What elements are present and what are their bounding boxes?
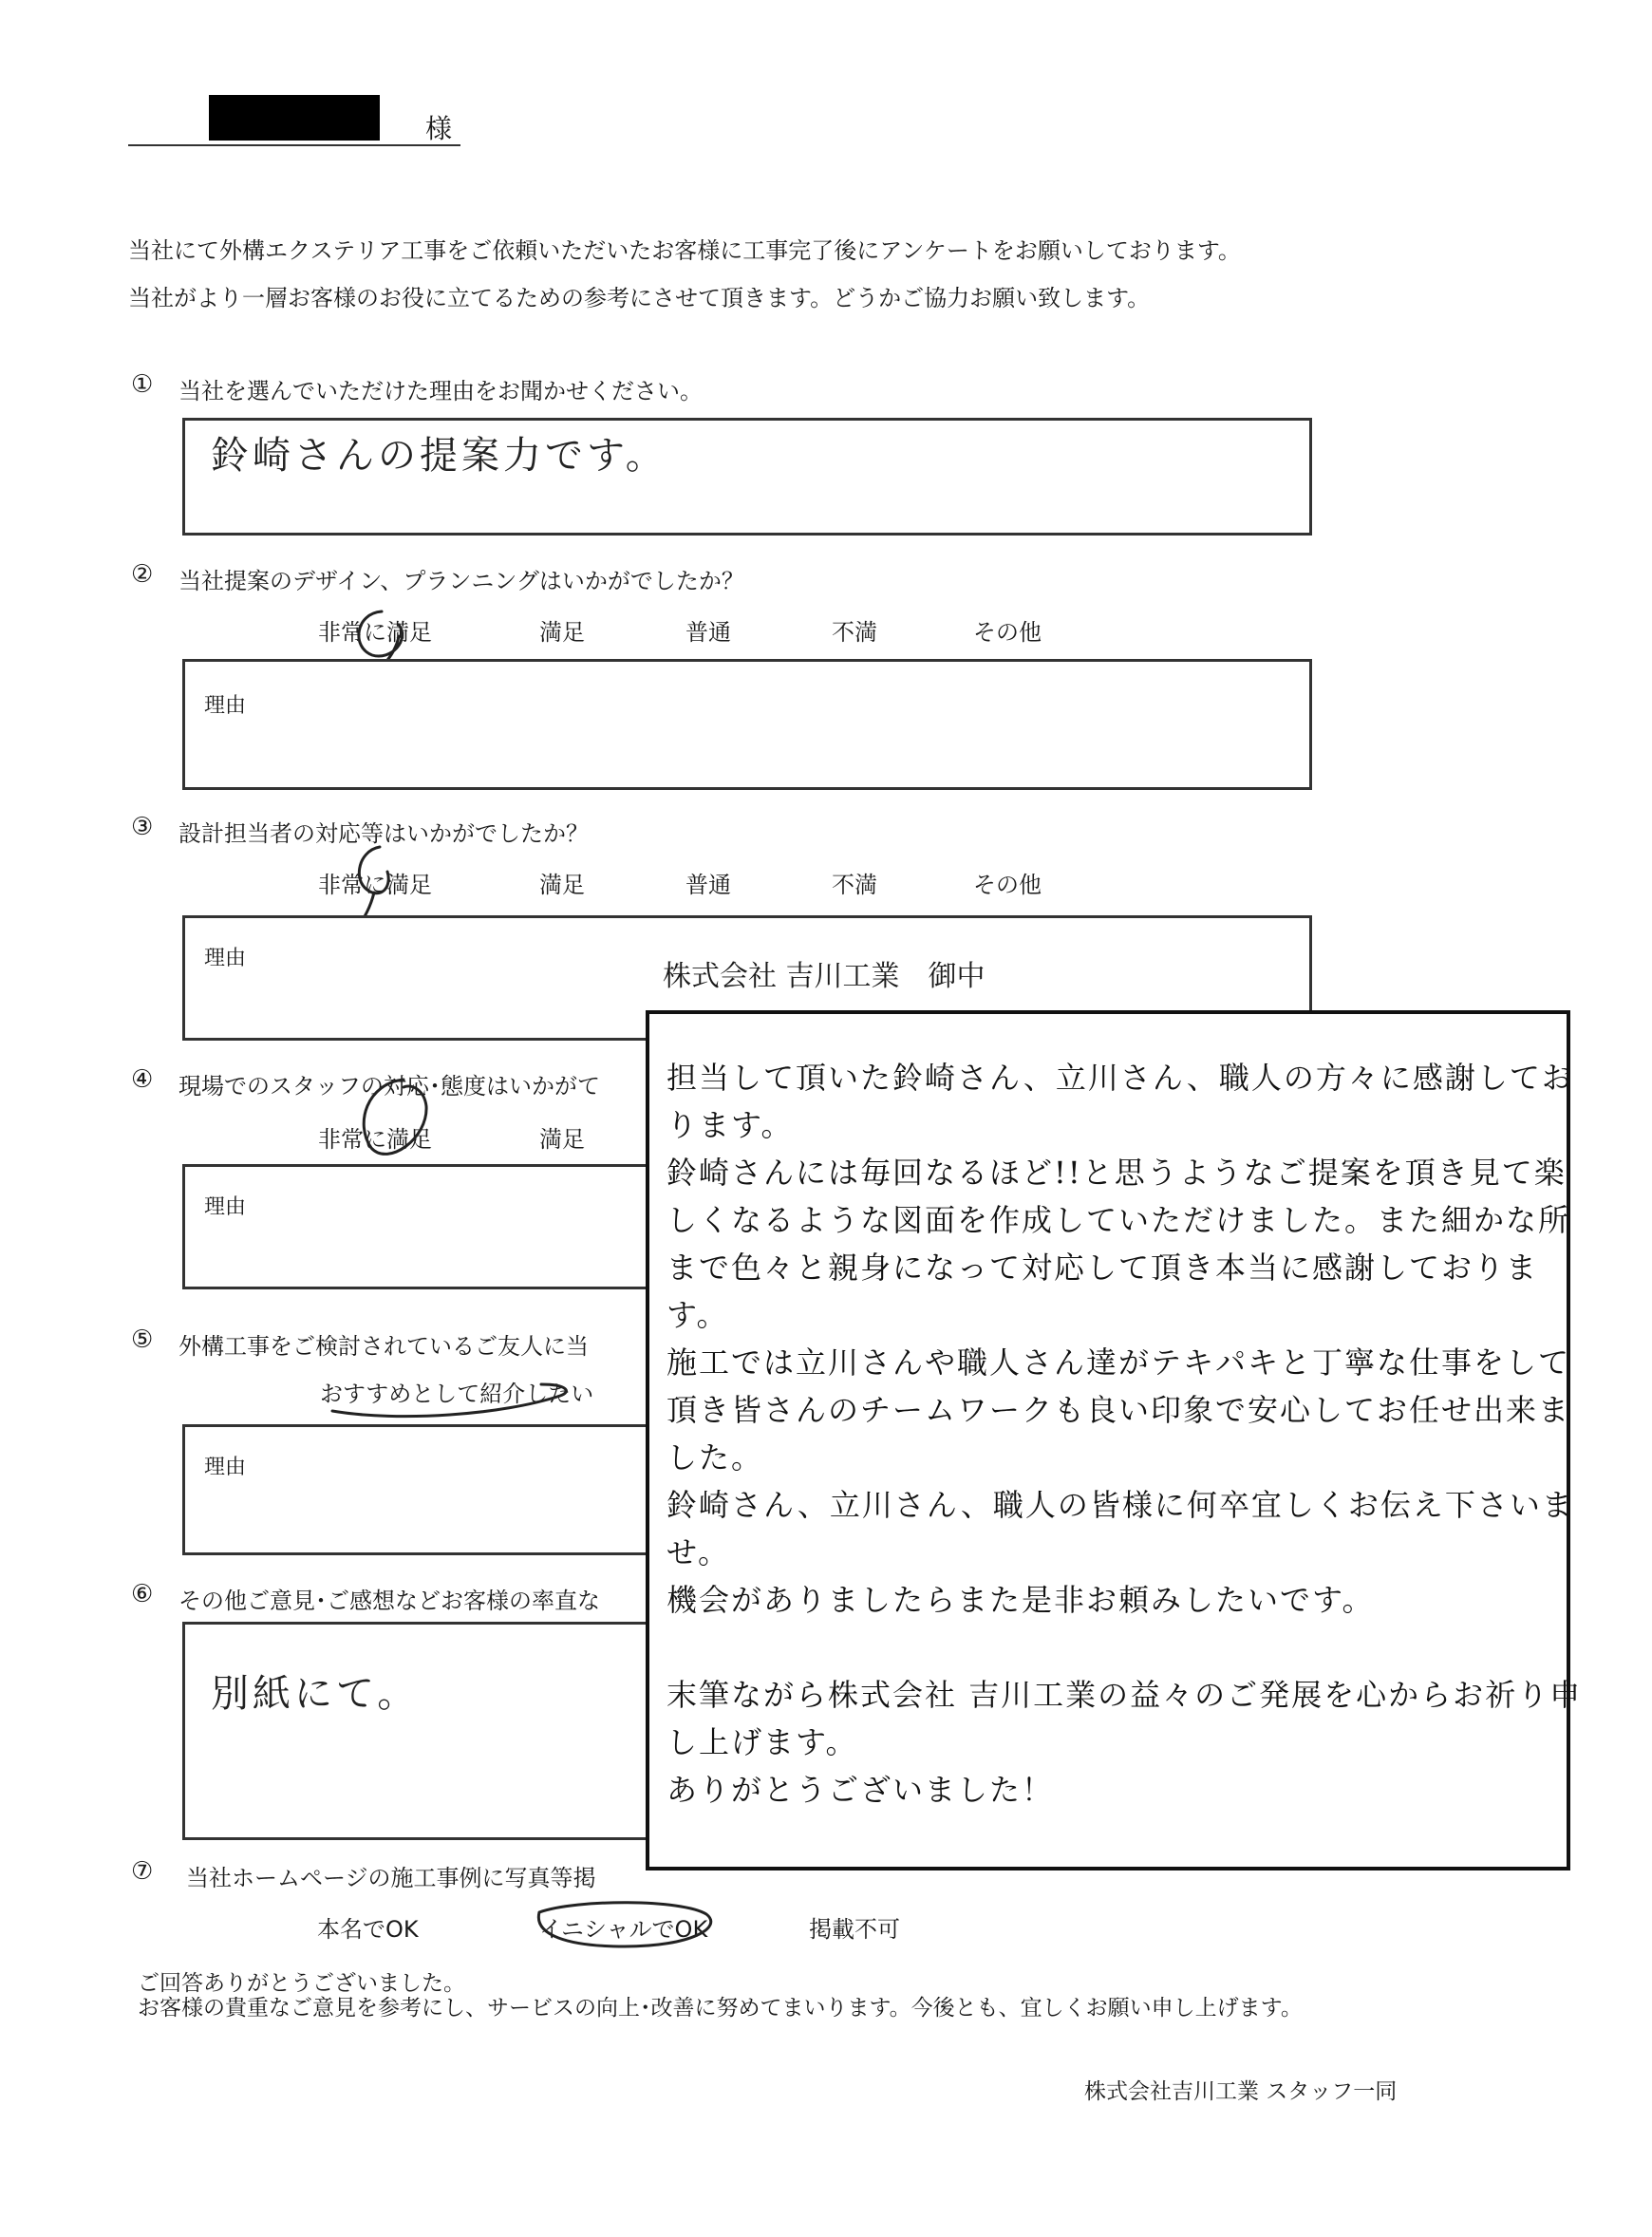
q6-question: その他ご意見･ご感想などお客様の率直な [178, 1588, 600, 1614]
letter-line-12: 機会がありましたらまた是非お頼みしたいです。 [666, 1582, 1375, 1618]
q1-number: ① [131, 370, 154, 399]
q7-selection-mark [520, 1889, 729, 1956]
letter-line-2: ります。 [666, 1107, 794, 1143]
intro-line-1: 当社にて外構エクステリア工事をご依頼いただいたお客様に工事完了後にアンケートをお願いしております。 [128, 237, 1241, 264]
q2-option-very-satisfied[interactable]: 非常に満足 [318, 619, 432, 646]
q3-option-normal[interactable]: 普通 [685, 872, 731, 898]
q3-reason-label: 理由 [204, 947, 247, 970]
name-underline [128, 144, 460, 146]
q6-handwritten-answer: 別紙にて。 [211, 1672, 420, 1716]
q2-option-satisfied[interactable]: 満足 [539, 619, 585, 646]
letter-line-3: 鈴崎さんには毎回なるほど!!と思うようなご提案を頂き見て楽 [666, 1155, 1567, 1191]
letter-line-15: し上げます。 [666, 1724, 858, 1760]
letter-line-10: 鈴崎さん、立川さん、職人の皆様に何卒宜しくお伝え下さいま [666, 1487, 1574, 1523]
q6-number: ⑥ [131, 1580, 154, 1608]
q5-number: ⑤ [131, 1325, 154, 1354]
letter-line-8: 頂き皆さんのチームワークも良い印象で安心してお任せ出来ま [666, 1392, 1571, 1428]
q7-question: 当社ホームページの施工事例に写真等掲 [186, 1865, 596, 1891]
q3-number: ③ [131, 813, 154, 841]
q2-question: 当社提案のデザイン、プランニングはいかがでしたか？ [178, 568, 744, 594]
letter-line-16: ありがとうございました！ [666, 1772, 1055, 1808]
letter-line-14: 末筆ながら株式会社 吉川工業の益々のご発展を心からお祈り申 [666, 1677, 1583, 1713]
q5-selection-mark [313, 1367, 598, 1424]
q2-option-dissatisfied[interactable]: 不満 [832, 619, 877, 646]
q4-number: ④ [131, 1065, 154, 1094]
q4-question: 現場でのスタッフの対応･態度はいかがて [178, 1073, 600, 1100]
q3-option-very-satisfied[interactable]: 非常に満足 [318, 872, 432, 898]
q2-option-normal[interactable]: 普通 [685, 619, 731, 646]
letter-line-7: 施工では立川さんや職人さん達がテキパキと丁寧な仕事をして [666, 1344, 1571, 1381]
closing-line-2: お客様の貴重なご意見を参考にし、サービスの向上･改善に努めてまいります。今後とも、宜しくお願い申し上げます。 [138, 1996, 1303, 2021]
q4-reason-label: 理由 [204, 1195, 247, 1219]
q5-option-recommend[interactable]: おすすめとして紹介したい [320, 1381, 594, 1407]
q2-number: ② [131, 560, 154, 589]
q2-option-other[interactable]: その他 [973, 619, 1042, 646]
q4-option-very-satisfied[interactable]: 非常に満足 [318, 1126, 432, 1153]
letter-line-9: した。 [666, 1439, 764, 1476]
letter-line-6: す。 [666, 1297, 729, 1333]
q5-reason-label: 理由 [204, 1456, 247, 1479]
letter-line-11: せ。 [666, 1534, 731, 1570]
q7-number: ⑦ [131, 1857, 154, 1886]
signature: 株式会社吉川工業 スタッフ一同 [1084, 2079, 1398, 2104]
q4-option-satisfied[interactable]: 満足 [539, 1126, 585, 1153]
q7-option-real-name[interactable]: 本名でOK [317, 1916, 419, 1943]
letter-box [646, 1010, 1583, 1870]
intro-line-2: 当社がより一層お客様のお役に立てるための参考にさせて頂きます。どうかご協力お願い致します。 [128, 285, 1151, 311]
q3-option-satisfied[interactable]: 満足 [539, 872, 585, 898]
q7-option-initials[interactable]: イニシャルでOK [539, 1916, 708, 1943]
letter-addressee: 株式会社 吉川工業 御中 [663, 960, 986, 993]
letter-line-5: まで色々と親身になって対応して頂き本当に感謝しておりま [666, 1250, 1539, 1286]
q2-reason-box[interactable] [182, 659, 1312, 790]
letter-line-4: しくなるような図面を作成していただけました。また細かな所 [666, 1202, 1571, 1238]
q1-question: 当社を選んでいただけた理由をお聞かせください。 [178, 378, 703, 404]
q3-option-dissatisfied[interactable]: 不満 [832, 872, 877, 898]
q3-option-other[interactable]: その他 [973, 872, 1042, 898]
q1-handwritten-answer: 鈴崎さんの提案力です。 [211, 434, 667, 478]
letter-line-1: 担当して頂いた鈴崎さん、立川さん、職人の方々に感謝してお [666, 1060, 1574, 1096]
q2-reason-label: 理由 [204, 694, 247, 718]
closing-line-1: ご回答ありがとうございました。 [138, 1971, 465, 1996]
q3-question: 設計担当者の対応等はいかがでしたか？ [178, 820, 589, 847]
redacted-name [209, 95, 380, 141]
q4-selection-mark [337, 1068, 460, 1173]
recipient-suffix: 様 [425, 113, 453, 144]
q5-question: 外構工事をご検討されているご友人に当 [178, 1333, 589, 1360]
q7-option-not-published[interactable]: 掲載不可 [809, 1916, 900, 1943]
